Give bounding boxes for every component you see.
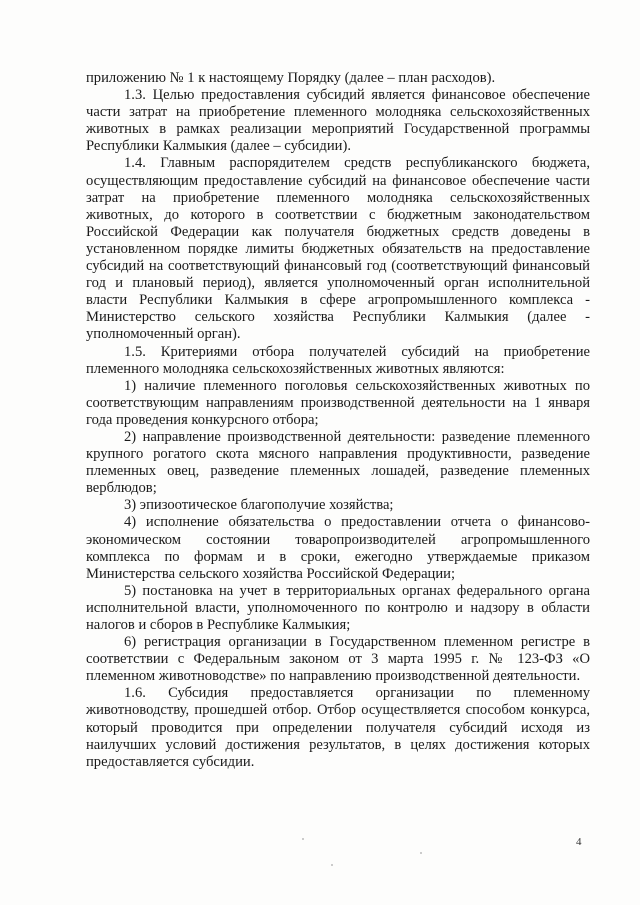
criterion-5: 5) постановка на учет в территориальных органах федерального органа исполнительной власти, уполномоченного по контролю и надзору в области налогов и сборов в Республике Калмыкия; xyxy=(86,582,590,633)
paragraph-1-6: 1.6. Субсидия предоставляется организации по племенному животноводству, прошедшей отбор. Отбор осуществляется способом конкурса, который проводится при определении получателя субсидий исходя из наилучших условий достижения результатов, в целях достижения которых предоставляется субсидии. xyxy=(86,685,590,770)
criterion-1: 1) наличие племенного поголовья сельскохозяйственных животных по соответствующим направлениям производственной деятельности на 1 января года проведения конкурсного отбора; xyxy=(86,377,590,428)
paragraph-continuation: приложению № 1 к настоящему Порядку (далее – план расходов). xyxy=(86,70,496,86)
document-body xyxy=(86,70,590,771)
scan-artifact xyxy=(302,838,304,840)
paragraph-1-3: 1.3. Целью предоставления субсидий является финансовое обеспечение части затрат на приобретение племенного молодняка сельскохозяйственных животных в рамках реализации мероприятий Государственной программы Республики Калмыкия (далее – субсидии). xyxy=(86,87,590,155)
criterion-6: 6) регистрация организации в Государственном племенном регистре в соответствии с Федеральным законом от 3 марта 1995 г. № 123-ФЗ «О племенном животноводстве» по направлению производственной деятельности. xyxy=(86,634,590,685)
criterion-2: 2) направление производственной деятельности: разведение племенного крупного рогатого скота мясного направления продуктивности, разведение племенных овец, разведение племенных лошадей, разведение племенных верблюдов; xyxy=(86,428,590,497)
criterion-3: 3) эпизоотическое благополучие хозяйства; xyxy=(124,497,394,514)
paragraph-1-5: 1.5. Критериями отбора получателей субсидий на приобретение племенного молодняка сельскохозяйственных животных являются: xyxy=(86,343,590,377)
criterion-4: 4) исполнение обязательства о предоставлении отчета о финансово-экономическом состоянии товаропроизводителей агропромышленного комплекса по формам и в сроки, ежегодно утверждаемые приказом Министерства сельского хозяйства Российской Федерации; xyxy=(86,514,590,582)
page-number: 4 xyxy=(576,836,582,848)
scan-artifact xyxy=(331,864,333,866)
paragraph-1-4: 1.4. Главным распорядителем средств республиканского бюджета, осуществляющим предоставление субсидий на финансовое обеспечение части затрат на приобретение племенного молодняка сельскохозяйственных животных, до которого в соответствии с бюджетным законодательством Российской Федерации как получателя бюджетных средств доведены в установленном порядке лимиты бюджетных обязательств на предоставление субсидий на соответствующий финансовый год (соответствующий финансовый год и плановый период), является уполномоченный орган исполнительной власти Республики Калмыкия в сфере агропромышленного комплекса - Министерство сельского хозяйства Республики Калмыкия (далее - уполномоченный орган). xyxy=(86,155,590,343)
scan-artifact xyxy=(420,852,422,854)
